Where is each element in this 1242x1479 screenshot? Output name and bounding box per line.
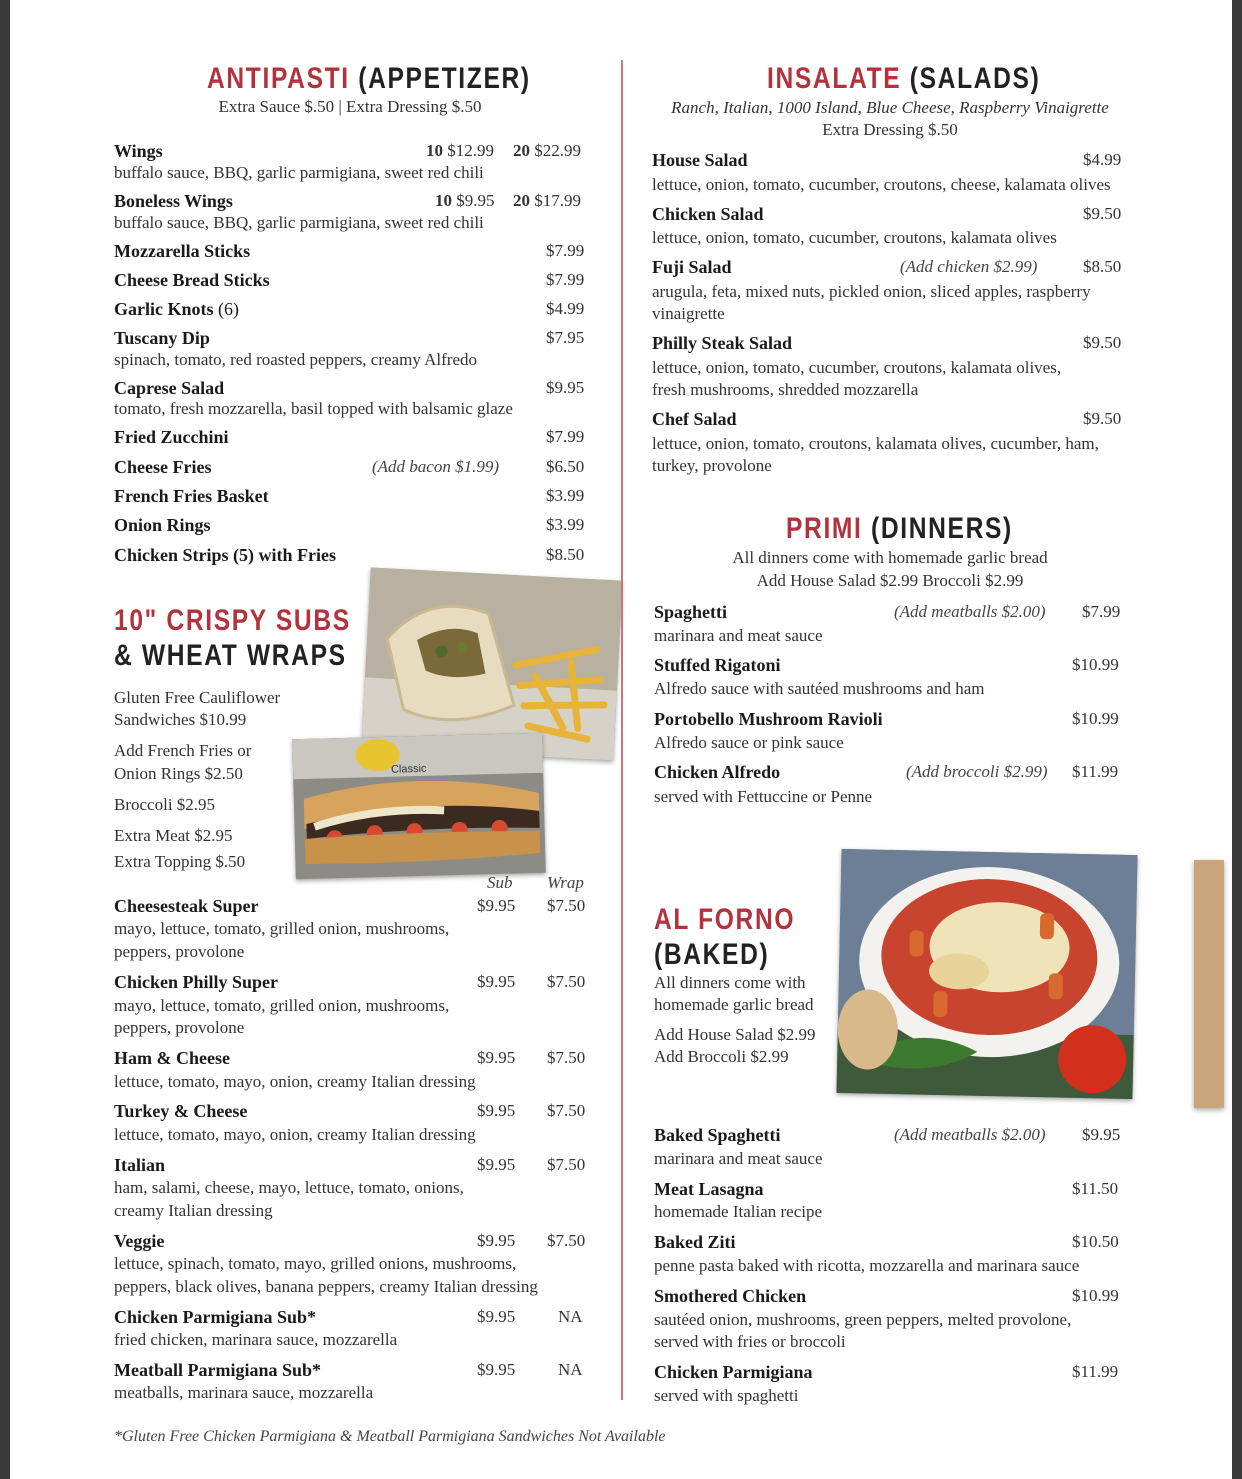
menu-item-price: $3.99 — [546, 486, 585, 505]
forno-info-line: homemade garlic bread — [654, 995, 814, 1014]
menu-item-name: Fried Zucchini — [114, 427, 229, 447]
col-header-sub: Sub — [487, 873, 513, 892]
menu-item-price: $7.50 — [547, 896, 586, 915]
subs-subtitle: & WHEAT WRAPS — [114, 639, 347, 672]
menu-item-name: Cheese Bread Sticks — [114, 270, 270, 290]
menu-item-desc: creamy Italian dressing — [114, 1201, 273, 1220]
menu-item-price: $7.99 — [546, 270, 585, 289]
antipasti-title: ANTIPASTI — [207, 62, 350, 95]
menu-item-name: Garlic Knots (6) — [114, 299, 239, 319]
menu-item-desc: lettuce, onion, tomato, croutons, kalamata olives, cucumber, ham, — [652, 434, 1099, 453]
primi-line1: All dinners come with homemade garlic bread — [732, 548, 1048, 567]
menu-item-name: Meatball Parmigiana Sub* — [114, 1360, 322, 1380]
forno-info-line: Add Broccoli $2.99 — [654, 1047, 789, 1066]
menu-item-price: $11.99 — [1072, 762, 1119, 781]
menu-item-name: Ham & Cheese — [114, 1048, 230, 1068]
menu-item-name: Onion Rings — [114, 515, 211, 535]
menu-item-desc: served with fries or broccoli — [654, 1332, 846, 1351]
menu-item-price: $7.50 — [547, 972, 586, 991]
menu-item-name: Chicken Parmigiana Sub* — [114, 1307, 317, 1327]
menu-item-price: $9.95 — [477, 972, 516, 991]
menu-item-name: Chicken Strips (5) with Fries — [114, 545, 336, 565]
menu-item-price: NA — [558, 1360, 583, 1379]
menu-item-name: Spaghetti — [654, 602, 728, 622]
menu-item-name: French Fries Basket — [114, 486, 269, 506]
menu-item-desc: buffalo sauce, BBQ, garlic parmigiana, sweet red chili — [114, 163, 484, 182]
menu-item-desc: mayo, lettuce, tomato, grilled onion, mushrooms, — [114, 919, 450, 938]
menu-item-name: Veggie — [114, 1231, 165, 1251]
menu-item-price: $7.99 — [546, 427, 585, 446]
menu-item-price: $7.95 — [546, 328, 585, 347]
menu-item-name: Chicken Alfredo — [654, 762, 781, 782]
menu-item-desc: meatballs, marinara sauce, mozzarella — [114, 1383, 374, 1402]
subs-info-line: Broccoli $2.95 — [114, 795, 216, 814]
menu-item-price: $9.95 — [477, 896, 516, 915]
menu-item-name: Smothered Chicken — [654, 1286, 807, 1306]
menu-item-desc: lettuce, onion, tomato, cucumber, croutons, kalamata olives, — [652, 358, 1062, 377]
menu-item-price: $9.95 — [477, 1360, 516, 1379]
antipasti-subtitle: (APPETIZER) — [358, 62, 531, 95]
menu-item-name: Mozzarella Sticks — [114, 241, 251, 261]
menu-item-price: NA — [558, 1307, 583, 1326]
salads-heading — [767, 62, 1040, 96]
menu-page — [10, 0, 1232, 1479]
menu-item-desc: marinara and meat sauce — [654, 626, 823, 645]
menu-item-name: Chef Salad — [652, 409, 737, 429]
menu-item-name: Wings — [114, 141, 163, 161]
menu-item-price: $10.99 — [1072, 1286, 1119, 1305]
menu-item-price: $11.50 — [1072, 1179, 1119, 1198]
menu-item-price: $9.50 — [1083, 204, 1122, 223]
menu-item-desc: buffalo sauce, BBQ, garlic parmigiana, sweet red chili — [114, 213, 484, 232]
menu-item-desc: turkey, provolone — [652, 456, 772, 475]
menu-item-name: Tuscany Dip — [114, 328, 210, 348]
menu-item-name: Baked Ziti — [654, 1232, 736, 1252]
menu-item-name: Italian — [114, 1155, 166, 1175]
menu-item-desc: Alfredo sauce with sautéed mushrooms and ham — [654, 679, 985, 698]
partial-photo — [1194, 860, 1224, 1108]
menu-item-name: Baked Spaghetti — [654, 1125, 781, 1145]
menu-item-desc: fresh mushrooms, shredded mozzarella — [652, 380, 919, 399]
primi-heading — [786, 512, 1013, 546]
menu-item-name: Fuji Salad — [652, 257, 732, 277]
menu-item-name: Philly Steak Salad — [652, 333, 793, 353]
menu-item-name: Boneless Wings — [114, 191, 233, 211]
menu-item-desc: served with spaghetti — [654, 1386, 799, 1405]
menu-item-price: $7.50 — [547, 1155, 586, 1174]
menu-item-desc: fried chicken, marinara sauce, mozzarella — [114, 1330, 398, 1349]
menu-item-price: $4.99 — [1083, 150, 1122, 169]
forno-info-line: Add House Salad $2.99 — [654, 1025, 816, 1044]
menu-item-price: 10 $12.99 — [426, 141, 494, 160]
primi-title: PRIMI — [786, 512, 863, 545]
forno-title: AL FORNO — [654, 903, 796, 936]
menu-item-note: (Add bacon $1.99) — [372, 457, 500, 476]
menu-item-price: $6.50 — [546, 457, 585, 476]
menu-item-name: Turkey & Cheese — [114, 1101, 248, 1121]
menu-item-note: (Add meatballs $2.00) — [894, 602, 1046, 621]
menu-item-price: $9.95 — [477, 1307, 516, 1326]
menu-item-name: Portobello Mushroom Ravioli — [654, 709, 883, 729]
wrap-and-fries-photo — [361, 568, 622, 761]
menu-item-price: $7.50 — [547, 1048, 586, 1067]
menu-item-name: House Salad — [652, 150, 748, 170]
primi-subtitle: (DINNERS) — [871, 512, 1013, 545]
col-header-wrap: Wrap — [547, 873, 584, 892]
menu-item-desc: tomato, fresh mozzarella, basil topped with balsamic glaze — [114, 399, 513, 418]
menu-item-desc: sautéed onion, mushrooms, green peppers, melted provolone, — [654, 1310, 1072, 1329]
salads-extra: Extra Dressing $.50 — [822, 120, 958, 139]
sub-sandwich-icon — [292, 733, 546, 879]
menu-item-desc: lettuce, onion, tomato, cucumber, croutons, cheese, kalamata olives — [652, 175, 1111, 194]
subs-info-line: Onion Rings $2.50 — [114, 764, 243, 783]
menu-item-price: $9.95 — [477, 1048, 516, 1067]
menu-item-price: $10.50 — [1072, 1232, 1119, 1251]
footnote: *Gluten Free Chicken Parmigiana & Meatball Parmigiana Sandwiches Not Available — [114, 1428, 666, 1445]
menu-item-desc: ham, salami, cheese, mayo, lettuce, tomato, onions, — [114, 1178, 464, 1197]
menu-item-desc: lettuce, spinach, tomato, mayo, grilled onions, mushrooms, — [114, 1254, 517, 1273]
menu-item-price: $11.99 — [1072, 1362, 1119, 1381]
menu-item-desc: peppers, black olives, banana peppers, creamy Italian dressing — [114, 1277, 538, 1296]
menu-item-price: $9.50 — [1083, 333, 1122, 352]
sub-sandwich-photo — [292, 733, 546, 879]
menu-item-desc: Alfredo sauce or pink sauce — [654, 733, 844, 752]
menu-item-price: $9.95 — [477, 1231, 516, 1250]
menu-item-name: Cheesesteak Super — [114, 896, 259, 916]
menu-item-name: Chicken Philly Super — [114, 972, 279, 992]
baked-pasta-icon — [836, 849, 1137, 1099]
wrap-and-fries-icon — [361, 568, 622, 761]
menu-item-desc: peppers, provolone — [114, 942, 245, 961]
salads-subtitle: (SALADS) — [909, 62, 1041, 95]
subs-title: 10" CRISPY SUBS — [114, 604, 351, 637]
forno-subtitle: (BAKED) — [654, 938, 770, 971]
menu-item-desc: lettuce, tomato, mayo, onion, creamy Italian dressing — [114, 1072, 476, 1091]
salads-title: INSALATE — [767, 62, 902, 95]
menu-item-price: $9.95 — [1082, 1125, 1121, 1144]
column-divider — [621, 60, 623, 1400]
primi-line2: Add House Salad $2.99 Broccoli $2.99 — [756, 571, 1024, 590]
antipasti-heading — [207, 62, 531, 96]
menu-item-desc: spinach, tomato, red roasted peppers, creamy Alfredo — [114, 350, 478, 369]
menu-item-note: (Add broccoli $2.99) — [906, 762, 1048, 781]
forno-info-line: All dinners come with — [654, 973, 806, 992]
subs-info-line: Extra Meat $2.95 — [114, 826, 233, 845]
menu-item-desc: mayo, lettuce, tomato, grilled onion, mushrooms, — [114, 996, 450, 1015]
salads-dressings: Ranch, Italian, 1000 Island, Blue Cheese, Raspberry Vinaigrette — [671, 98, 1109, 117]
subs-info-line: Add French Fries or — [114, 741, 252, 760]
menu-item-price: $3.99 — [546, 515, 585, 534]
menu-item-price: $9.95 — [477, 1101, 516, 1120]
menu-item-name: Cheese Fries — [114, 457, 212, 477]
antipasti-extras: Extra Sauce $.50 | Extra Dressing $.50 — [218, 97, 482, 116]
menu-item-name: Chicken Salad — [652, 204, 764, 224]
menu-item-desc: homemade Italian recipe — [654, 1202, 823, 1221]
menu-item-desc: served with Fettuccine or Penne — [654, 787, 873, 806]
menu-item-desc: lettuce, onion, tomato, cucumber, croutons, kalamata olives — [652, 228, 1057, 247]
menu-item-price: $7.50 — [547, 1231, 586, 1250]
menu-item-desc: vinaigrette — [652, 304, 725, 323]
menu-item-price: $10.99 — [1072, 709, 1119, 728]
subs-info-line: Extra Topping $.50 — [114, 852, 246, 871]
menu-item-price: $9.50 — [1083, 409, 1122, 428]
menu-item-price: $9.95 — [546, 378, 585, 397]
baked-pasta-photo — [836, 849, 1137, 1099]
menu-item-desc: penne pasta baked with ricotta, mozzarella and marinara sauce — [654, 1256, 1080, 1275]
menu-item-name: Chicken Parmigiana — [654, 1362, 813, 1382]
menu-item-desc: arugula, feta, mixed nuts, pickled onion, sliced apples, raspberry — [652, 282, 1091, 301]
menu-item-price: $7.99 — [546, 241, 585, 260]
menu-item-price: 10 $9.95 — [435, 191, 495, 210]
menu-item-note: (Add chicken $2.99) — [900, 257, 1038, 276]
menu-item-price: 20 $22.99 — [513, 141, 581, 160]
menu-item-price: $7.99 — [1082, 602, 1121, 621]
cup-label: Classic — [390, 762, 427, 776]
menu-item-name: Meat Lasagna — [654, 1179, 764, 1199]
menu-item-price: $7.50 — [547, 1101, 586, 1120]
menu-item-name: Caprese Salad — [114, 378, 225, 398]
subs-info-line: Gluten Free Cauliflower — [114, 688, 281, 707]
menu-item-desc: marinara and meat sauce — [654, 1149, 823, 1168]
menu-item-price: $9.95 — [477, 1155, 516, 1174]
menu-item-price: 20 $17.99 — [513, 191, 581, 210]
menu-item-name: Stuffed Rigatoni — [654, 655, 781, 675]
subs-info-line: Sandwiches $10.99 — [114, 710, 247, 729]
menu-item-price: $4.99 — [546, 299, 585, 318]
menu-item-note: (Add meatballs $2.00) — [894, 1125, 1046, 1144]
menu-item-price: $10.99 — [1072, 655, 1119, 674]
menu-item-price: $8.50 — [1083, 257, 1122, 276]
menu-item-desc: lettuce, tomato, mayo, onion, creamy Italian dressing — [114, 1125, 476, 1144]
menu-item-desc: peppers, provolone — [114, 1018, 245, 1037]
menu-item-price: $8.50 — [546, 545, 585, 564]
